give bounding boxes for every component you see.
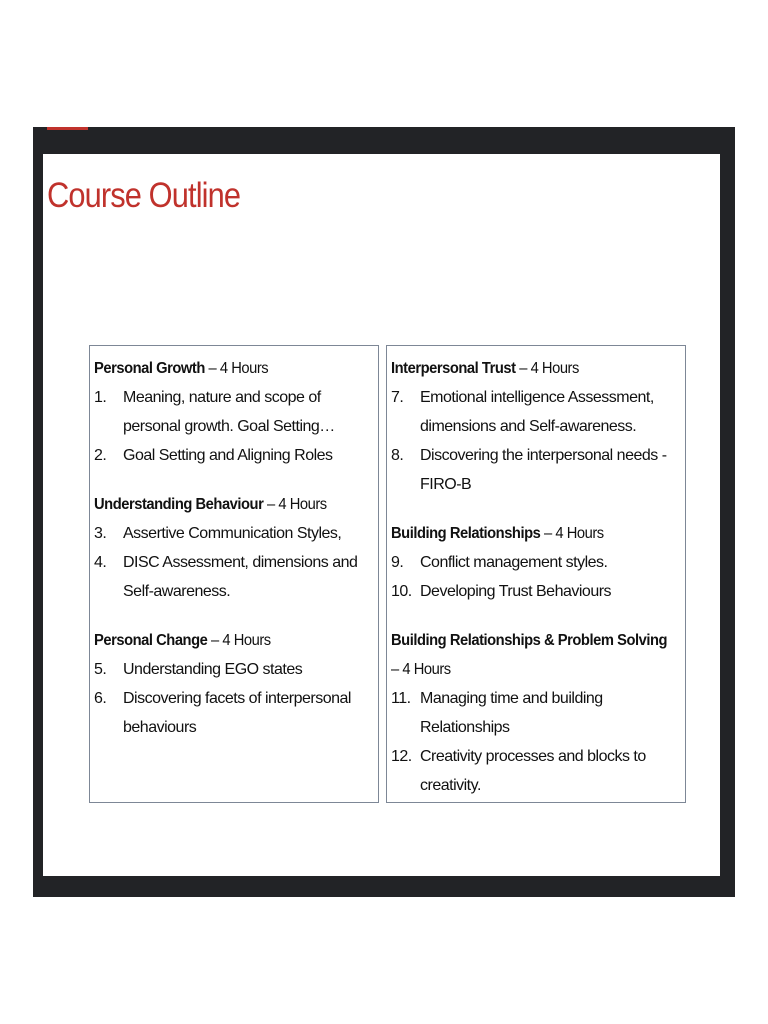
section-personal-growth: [94, 354, 378, 470]
slide: [43, 154, 720, 876]
list-item: 3. Assertive Communication Styles,: [94, 525, 342, 542]
right-content-panel: [386, 345, 686, 803]
section-building-relationships: [391, 519, 685, 606]
list-item: 10. Developing Trust Behaviours: [391, 583, 612, 600]
list-item: 5. Understanding EGO states: [94, 661, 303, 678]
section-building-relationships-problem-solving: [391, 626, 685, 800]
section-heading: Personal Growth – 4 Hours: [94, 360, 269, 377]
section-heading: Understanding Behaviour – 4 Hours: [94, 496, 327, 513]
slide-title: Course Outline: [47, 176, 241, 215]
section-heading: Building Relationships – 4 Hours: [391, 525, 604, 542]
list-item: 12. Creativity processes and blocks to creativity.: [391, 748, 646, 794]
section-personal-change: [94, 626, 378, 742]
section-interpersonal-trust: [391, 354, 685, 499]
list-item: 7. Emotional intelligence Assessment, dimensions and Self-awareness.: [391, 389, 654, 435]
list-item: 4. DISC Assessment, dimensions and Self-awareness.: [94, 554, 358, 600]
section-heading: Personal Change – 4 Hours: [94, 632, 271, 649]
section-understanding-behaviour: [94, 490, 378, 606]
list-item: 11. Managing time and building Relationships: [391, 690, 603, 736]
list-item: 6. Discovering facets of interpersonal behaviours: [94, 690, 351, 736]
list-item: 9. Conflict management styles.: [391, 554, 608, 571]
left-content-panel: [89, 345, 379, 803]
list-item: 2. Goal Setting and Aligning Roles: [94, 447, 333, 464]
list-item: 1. Meaning, nature and scope of personal growth. Goal Setting…: [94, 389, 335, 435]
list-item: 8. Discovering the interpersonal needs - FIRO-B: [391, 447, 667, 493]
section-heading: Interpersonal Trust – 4 Hours: [391, 360, 579, 377]
accent-tab: [47, 127, 88, 130]
section-heading: Building Relationships & Problem Solving – 4 Hours: [391, 632, 668, 678]
